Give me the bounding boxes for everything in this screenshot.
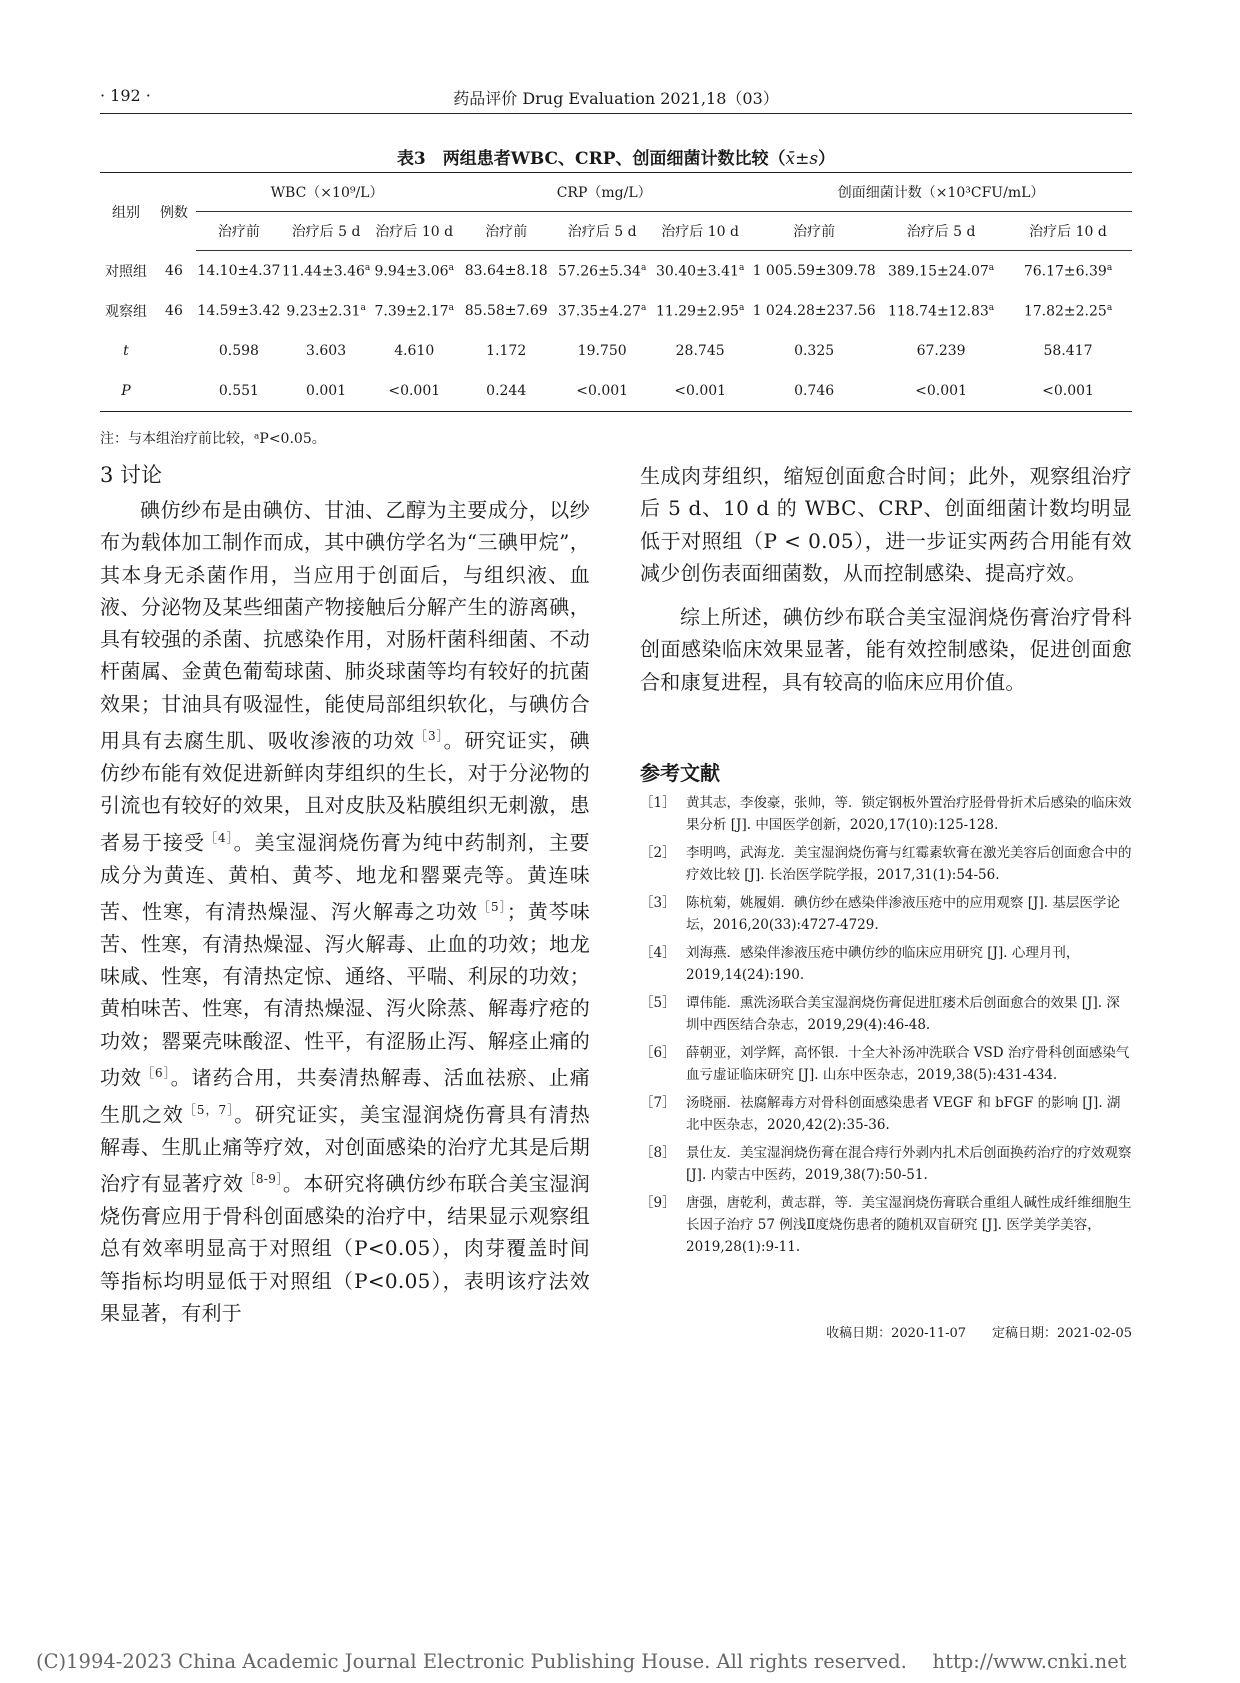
col-n-header: 例数 — [152, 173, 196, 251]
reference-list — [640, 792, 1132, 1264]
running-header — [100, 82, 1132, 112]
cell: 17.82±2.25$^a$ — [1023, 302, 1113, 320]
cell: 7.39±2.17$^a$ — [374, 302, 454, 320]
citation: ［3］ — [415, 729, 444, 744]
sub-header-10d: 治疗后 10 d — [370, 212, 458, 251]
cell-n — [152, 331, 196, 371]
crp-group-header: CRP（mg/L） — [458, 173, 750, 212]
cell: 30.40±3.41$^a$ — [655, 262, 745, 280]
reference-item: ［8］ 景仕友．美宝湿润烧伤膏在混合痔行外剥内扎术后创面换药治疗的疗效观察 [J]. 内蒙古中医药，2019,38(7):50-51. — [640, 1145, 1132, 1183]
table-row — [100, 371, 1132, 412]
cell: 9.23±2.31$^a$ — [286, 302, 366, 320]
cell: 14.59±3.42 — [197, 303, 281, 319]
cell: <0.001 — [878, 371, 1004, 412]
body-paragraph: 碘仿纱布是由碘仿、甘油、乙醇为主要成分，以纱布为载体加工制作而成，其中碘仿学名为“三碘甲烷”，其本身无杀菌作用，当应用于创面后，与组织液、血液、分泌物及某些细菌产物接触后分解产生的游离碘，具有较强的杀菌、抗感染作用，对肠杆菌科细菌、不动杆菌属、金黄色葡萄球菌、肺炎球菌等均有较好的抗菌效果；甘油具有吸湿性，能使局部组织软化，与碘仿合用具有去腐生肌、吸收渗液的功效$^{[3]}$。研究证实，碘仿纱布能有效促进新鲜肉芽组织的生长，对于分泌物的引流也有较好的效果，且对皮肤及粘膜组织无刺激，患者易于接受$^{[4]}$。美宝湿润烧伤膏为纯中药制剂，主要成分为黄连、黄柏、黄芩、地龙和罂粟壳等。黄连味苦、性寒，有清热燥湿、泻火解毒之功效$^{[5]}$；黄芩味苦、性寒，有清热燥湿、泻火解毒、止血的功效；地龙味咸、性寒，有清热定惊、通络、平喘、利尿的功效；黄柏味苦、性寒，有清热燥湿、泻火除蒸、解毒疗疮的功效；罂粟壳味酸涩、性平，有涩肠止泻、解痉止痛的功效$^{[6]}$。诸药合用，共奏清热解毒、活血祛瘀、止痛生肌之效$^{[5,7]}$。研究证实，美宝湿润烧伤膏具有清热解毒、生肌止痛等疗效，对创面感染的治疗尤其是后期治疗有显著疗效$^{[8-9]}$。本研究将碘仿纱布联合美宝湿润烧伤膏应用于骨科创面感染的治疗中，结果显示观察组总有效率明显高于对照组（P<0.05），肉芽覆盖时间等指标均明显低于对照组（P<0.05），表明该疗法效果显著，有利于 — [100, 498, 591, 1326]
cell-n: 46 — [165, 303, 183, 319]
cell: 58.417 — [1043, 343, 1093, 359]
sub-header-5d: 治疗后 5 d — [282, 212, 370, 251]
sub-header-10d: 治疗后 10 d — [650, 212, 750, 251]
cell-stat: P — [100, 371, 152, 412]
cell: 28.745 — [675, 343, 725, 359]
cell-group: 对照组 — [104, 263, 147, 280]
table-row — [100, 291, 1132, 331]
data-table — [100, 172, 1132, 412]
cell: 11.44±3.46$^a$ — [281, 262, 371, 280]
citation: ［5，7］ — [183, 1102, 235, 1117]
journal-title: 药品评价 Drug Evaluation 2021,18（03） — [453, 89, 779, 108]
cell: 19.750 — [577, 343, 627, 359]
cell: <0.001 — [370, 371, 458, 412]
citation: ［4］ — [205, 830, 234, 845]
sub-header-5d: 治疗后 5 d — [554, 212, 650, 251]
sub-header-before: 治疗前 — [196, 212, 282, 251]
sub-header-5d: 治疗后 5 d — [878, 212, 1004, 251]
cell: 0.001 — [282, 371, 370, 412]
references-heading: 参考文献 — [640, 761, 720, 785]
cell: 37.35±4.27$^a$ — [557, 302, 647, 320]
reference-item: ［4］ 刘海燕．感染伴渗液压疮中碘仿纱的临床应用研究 [J]. 心理月刊，2019,14(24):190. — [640, 945, 1080, 983]
cell: <0.001 — [554, 371, 650, 412]
conclusion-paragraph: 综上所述，碘仿纱布联合美宝湿润烧伤膏治疗骨科创面感染临床效果显著，能有效控制感染，促进创面愈合和康复进程，具有较高的临床应用价值。 — [640, 605, 1132, 694]
sub-header-10d: 治疗后 10 d — [1004, 212, 1132, 251]
sub-header-before: 治疗前 — [750, 212, 878, 251]
cell: 1 005.59±309.78 — [752, 263, 876, 279]
table-caption: 表3 两组患者WBC、CRP、创面细菌计数比较（x̄±s） — [396, 149, 836, 169]
reference-item: ［3］ 陈杭菊，姚履娟．碘仿纱在感染伴渗液压疮中的应用观察 [J]. 基层医学论坛，2016,20(33):4727-4729. — [640, 895, 1120, 933]
cell-n: 46 — [165, 262, 183, 279]
cell: 0.244 — [458, 371, 554, 412]
cell: 389.15±24.07$^a$ — [887, 262, 995, 280]
cell: 1 024.28±237.56 — [752, 303, 876, 319]
reference-item: ［5］ 谭伟能．熏洗汤联合美宝湿润烧伤膏促进肛瘘术后创面愈合的效果 [J]. 深圳中西医结合杂志，2019,29(4):46-48. — [640, 995, 1120, 1033]
left-column — [100, 460, 590, 1329]
reference-item: ［7］ 汤晓丽．祛腐解毒方对骨科创面感染患者 VEGF 和 bFGF 的影响 [J]. 湖北中医杂志，2020,42(2):35-36. — [640, 1095, 1121, 1133]
cell: 14.10±4.37 — [197, 263, 281, 279]
citation: ［6］ — [142, 1066, 171, 1081]
table-note: 注：与本组治疗前比较，ᵃP<0.05。 — [100, 431, 326, 447]
reference-item: ［9］ 唐强，唐乾利，黄志群，等．美宝湿润烧伤膏联合重组人碱性成纤维细胞生长因子治疗 57 例浅Ⅱ度烧伤患者的随机双盲研究 [J]. 医学美学美容，2019,28(1):9-11. — [640, 1195, 1132, 1255]
body-paragraph: 生成肉芽组织，缩短创面愈合时间；此外，观察组治疗后 5 d、10 d 的 WBC、CRP、创面细菌计数均明显低于对照组（P < 0.05），进一步证实两药合用能有效减少创伤表面细菌数，从而控制感染、提高疗效。 — [640, 464, 1132, 585]
cell: <0.001 — [1004, 371, 1132, 412]
cell: <0.001 — [650, 371, 750, 412]
cell: 118.74±12.83$^a$ — [887, 302, 995, 320]
cell: 1.172 — [486, 343, 527, 359]
table-row — [100, 331, 1132, 371]
cell: 83.64±8.18 — [464, 263, 548, 279]
header-rule — [100, 113, 1132, 114]
table-caption-stat: x̄±s — [785, 149, 819, 169]
cell-n — [152, 371, 196, 412]
reference-item: ［2］ 李明鸣，武海龙．美宝湿润烧伤膏与红霉素软膏在激光美容后创面愈合中的疗效比较 [J]. 长治医学院学报，2017,31(1):54-56. — [640, 845, 1132, 883]
page-number: · 192 · — [100, 86, 151, 105]
cell: 3.603 — [306, 343, 347, 359]
cell: 9.94±3.06$^a$ — [374, 262, 454, 280]
cell: 67.239 — [916, 343, 966, 359]
copyright-footer: (C)1994-2023 China Academic Journal Electronic Publishing House. All rights reserved. http://www.cnki.net — [36, 1650, 1127, 1673]
right-column — [640, 460, 1132, 698]
cell: 4.610 — [394, 343, 435, 359]
cell: 57.26±5.34$^a$ — [557, 262, 647, 280]
section-heading: 3 讨论 — [100, 463, 163, 487]
cell: 0.551 — [196, 371, 282, 412]
citation: ［8-9］ — [243, 1172, 283, 1187]
citation: ［5］ — [478, 899, 507, 914]
wbc-group-header: WBC（×10⁹/L） — [196, 173, 458, 212]
reference-item: ［1］ 黄其志，李俊豪，张帅，等．锁定钢板外置治疗胫骨骨折术后感染的临床效果分析 [J]. 中国医学创新，2020,17(10):125-128. — [640, 795, 1132, 833]
cell: 0.325 — [794, 343, 835, 359]
received-dates: 收稿日期：2020-11-07 定稿日期：2021-02-05 — [826, 1326, 1132, 1341]
cell-stat: t — [123, 343, 129, 359]
bacteria-group-header: 创面细菌计数（×10³CFU/mL） — [750, 173, 1132, 212]
cell: 85.58±7.69 — [464, 303, 548, 319]
sub-header-before: 治疗前 — [458, 212, 554, 251]
cell: 76.17±6.39$^a$ — [1023, 262, 1113, 280]
reference-item: ［6］ 薛朝亚，刘学辉，高怀银．十全大补汤冲洗联合 VSD 治疗骨科创面感染气血亏虚证临床研究 [J]. 山东中医杂志，2019,38(5):431-434. — [640, 1045, 1130, 1083]
cell: 11.29±2.95$^a$ — [655, 302, 745, 320]
cell-group: 观察组 — [104, 304, 147, 320]
col-group-header: 组别 — [100, 173, 152, 251]
cell: 0.598 — [218, 343, 259, 359]
table-row — [100, 251, 1132, 292]
cell: 0.746 — [750, 371, 878, 412]
